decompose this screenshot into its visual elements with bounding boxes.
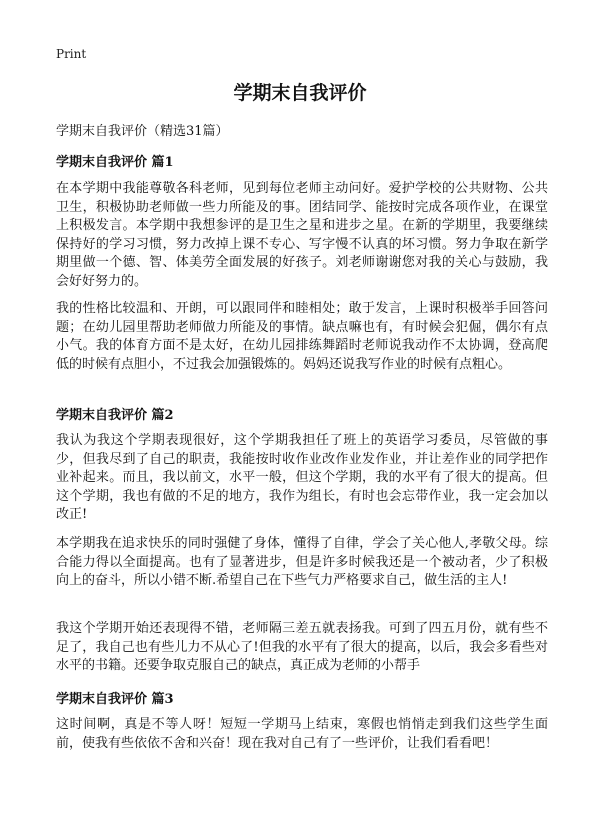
paragraph: 本学期我在追求快乐的同时强健了身体，懂得了自律，学会了关心他人,孝敬父母。综合能力得以全面提高。也有了显著进步，但是许多时候我还是一个被动者，少了积极向上的奋斗，所以小错不断.希望自己在下些气力严格要求自己，做生活的主人! bbox=[56, 536, 548, 589]
paragraph: 我认为我这个学期表现很好，这个学期我担任了班上的英语学习委员，尽管做的事少，但我尽到了自己的职责，我能按时收作业改作业发作业，并让差作业的同学把作业补起来。而且，我以前文，水平一般，但这个学期，我的水平有了很大的提高。但这个学期，我也有做的不足的地方，我作为组长，有时也会忘带作业，我一定会加以改正! bbox=[56, 433, 548, 523]
page-title: 学期末自我评价 bbox=[233, 82, 367, 104]
section-heading: 学期末自我评价 篇1 bbox=[56, 155, 174, 170]
paragraph: 在本学期中我能尊敬各科老师，见到每位老师主动问好。爱护学校的公共财物、公共卫生，积极协助老师做一些力所能及的事。团结同学、能按时完成各项作业，在课堂上积极发言。本学期中我想参评的是卫生之星和进步之星。在新的学期里，我要继续保持好的学习习惯，努力改掉上课不专心、写字慢不认真的坏习惯。努力争取在新学期里做一个德、智、体美劳全面发展的好孩子。刘老师谢谢您对我的关心与鼓励，我会好好努力的。 bbox=[56, 181, 548, 289]
print-link[interactable]: Print bbox=[56, 47, 87, 61]
paragraph: 这时间啊，真是不等人呀！短短一学期马上结束，寒假也悄悄走到我们这些学生面前，使我有些依依不舍和兴奋！现在我对自己有了一些评价，让我们看看吧！ bbox=[56, 717, 548, 751]
section-heading: 学期末自我评价 篇3 bbox=[56, 692, 174, 707]
section-heading: 学期末自我评价 篇2 bbox=[56, 408, 174, 423]
document-subtitle: 学期末自我评价（精选31篇） bbox=[56, 124, 229, 139]
paragraph: 我这个学期开始还表现得不错，老师隔三差五就表扬我。可到了四五月份，就有些不足了，我自己也有些儿力不从心了!但我的水平有了很大的提高，以后，我会多看些对水平的书籍。还要争取克服自己的缺点，真正成为老师的小帮手 bbox=[56, 621, 548, 674]
paragraph: 我的性格比较温和、开朗，可以跟同伴和睦相处；敢于发言，上课时积极举手回答问题；在幼儿园里帮助老师做力所能及的事情。缺点嘛也有，有时候会犯倔，偶尔有点小气。我的体育方面不是太好，在幼儿园排练舞蹈时老师说我动作不太协调，登高爬低的时候有点胆小，不过我会加强锻炼的。妈妈还说我写作业的时候有点粗心。 bbox=[56, 301, 548, 372]
